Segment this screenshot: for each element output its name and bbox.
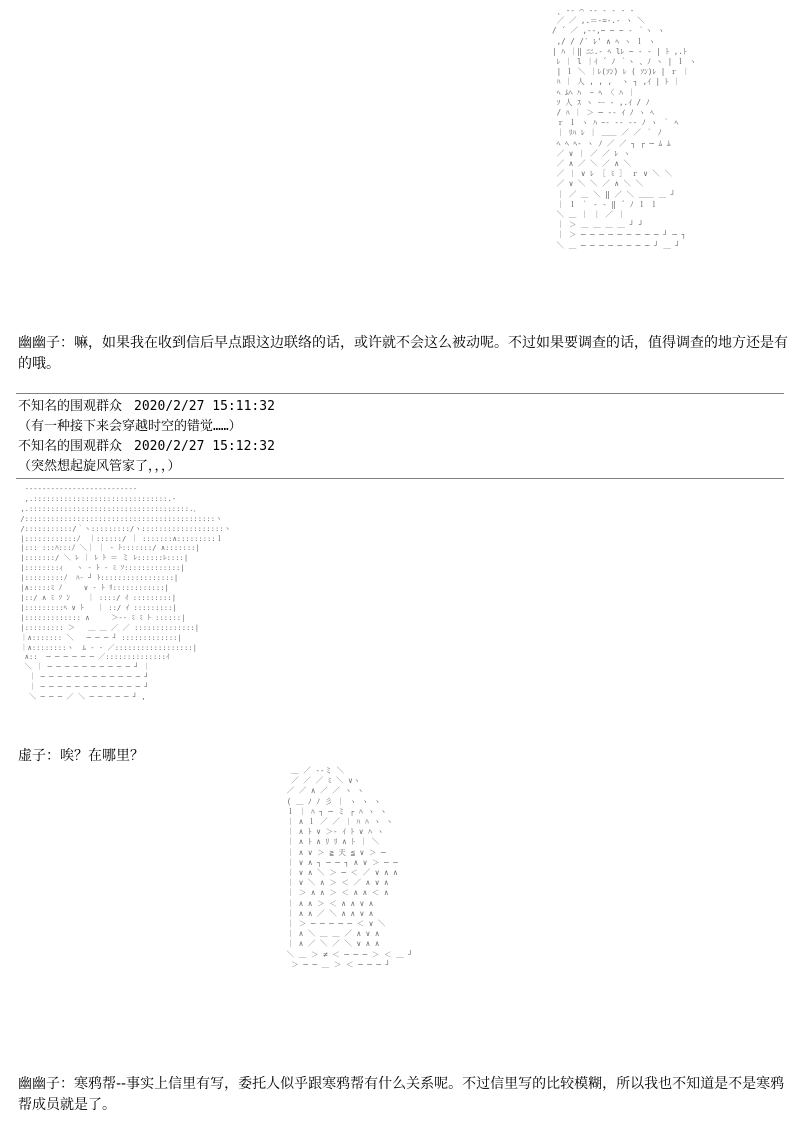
comment-header <box>18 437 275 457</box>
comment-text: （有一种接下来会穿越时空的错觉……） <box>18 419 242 434</box>
post-text-yuyuko-2: 幽幽子：寒鸦帮--事实上信里有写，委托人似乎跟寒鸦帮有什么关系呢。不过信里写的比较模糊，所以我也不知道是不是寒鸦帮成员就是了。 <box>18 1076 785 1113</box>
divider-bottom <box>16 478 784 479</box>
ascii-art-figure-left: ‐‐‐‐‐‐‐‐‐‐‐‐‐‐‐‐‐‐‐‐‐‐‐‐‐‐ ,.:::::::::::::::::::::::::::::::.‐ ,.:::::::::::::::::::::::::::::::::::::.､ /::::::::::::::::::::::::::::::::::::::::::::ヽ /:::::::::::/｀ヽ:::::::::/ヽ:::::::::::::::::::ヽ |::::::::::::ﾉ ｜::::::/ ｜ :::::::∧:::::::::ｌ |::: :::ﾊ:::ﾉ ＼｜ ｜ ‐ ﾄ:::::::/ ∧:::::::| |:::::::/ ＼ ﾚ ｜ ﾚ ﾄ ＝ ミ ﾚ::::::ﾚ::::| |::::::::ｨ ヽ ‐ ﾄ ‐ ﾐ ｿ:::::::::::::| |:::::::::ﾉ ﾊ‐ ┘ ﾄ:::::::::::::::::| |∧:::::ﾐ ﾉ ∨ ‐ ﾄ ﾘ::::::::::::| |::/ ∧ ﾐ ｿ ﾝ ｜ ::::/ ｲ :::::::::| |:::::::::ﾍ ∨ ﾄ ｜ ::/ ｲ :::::::::| |::::::::::::: ∧ ＞‐‐ ﾐ ﾐ ﾄ ::::::| |::::::::: ＞ ＿ ＿ ／ ／ ::::::::::::::| ｜∧::::::: ＼ ─ ─ ─ ┘ :::::::::::::| ｜∧::::::::ヽ ﾑ ‐ ‐ ／::::::::::::::::::| ∧:: ─ ─ ─ ─ ─ ─ ／::::::::::::::ｲ ＼ ｜ ─ ─ ─ ─ ─ ─ ─ ─ ─ ─ ┘ ｜ ｜ ─ ─ ─ ─ ─ ─ ─ ─ ─ ─ ─ ─ ┘ ｜ ─ ─ ─ ─ ─ ─ ─ ─ ─ ─ ─ ─ ┘ ＼ ─ ─ ─ ／ ＼ ─ ─ ─ ─ ─ ┘ , <box>20 484 231 702</box>
divider-top <box>16 393 784 394</box>
comment-author: 不知名的围观群众 <box>18 439 123 454</box>
post-text-yuyuko-1: 幽幽子：嘛，如果我在收到信后早点跟这边联络的话，或许就不会这么被动呢。不过如果要调查的话，值得调查的地方还是有的哦。 <box>18 335 788 372</box>
comment-text: （突然想起旋风管家了，，，） <box>18 459 181 474</box>
ascii-art-figure-center: ＿ ／ ‐‐ミ ＼ ／ ／ ／ ﾐ ＼ ∨ヽ ／ ／ ∧ ／ ／ ヽ ヽ ( ＿ ﾉ ﾉ 彡 ｜ ヽ ヽ ヽ ｌ ｜ ﾊ ┐ ─ ミ ┌ ﾊ ヽ ヽ ｜ ∧ ｌ ／ ／ ｜ ﾊ ﾊ ヽ ヽ ｜ ∧ ﾄ ∨ ＞‐ ｲ ﾄ ∨ ﾊ ヽ ｜ ∧ ﾄ ∧ ﾘ ﾘ ∧ ﾄ ｜ ＼ ｜ ∧ ∨ ＞ ≧ 天 ≦ ∨ ＞ ─ ｜ ∨ ∧ ┐ ─ ─ ┐ ∧ ∨ ＞ ─ ─ ｜ ∨ ∧ ＼ ＞ ─ ＜ ／ ∨ ∧ ∧ ｜ ∨ ＼ ∧ ＞ ＜ ／ ∧ ∨ ∧ ｜ ＞ ∧ ∧ ＞ ＜ ∧ ∧ ＜ ∧ ｜ ∧ ∧ ＞ ＜ ∧ ∧ ∨ ∧ ｜ ∧ ∧ ／ ＼ ∧ ∧ ∨ ∧ ｜ ＞ ─ ─ ─ ─ ─ ＜ ∨ ＼ ｜ ∧ ＼ ＿ ＿ ／ ∧ ∨ ∧ ｜ ∧ ／ ＼ ／ ＼ ∨ ∧ ∧ ＼ ＿ ＞ ≠ ＜ ─ ─ ─ ＞ ＜ ＿ ┘ ＞ ─ ─ ＿ ＞ ＜ ─ ─ ─ ┘ <box>286 766 413 969</box>
post-text-xuzi: 虚子：唉？在哪里？ <box>18 748 144 764</box>
comment-timestamp: 2020/2/27 15:12:32 <box>134 439 275 454</box>
ascii-art-figure-top-right: ˛ -‐ ⌒ ‐- ‐ ‐ ‐ ‐ ／ ／ ,.＝‐=‐.‐ ヽ ＼ / ´ ／ ,‐‐,~ ~ ~ ‐ ｀ヽ ヽ ,/ / /′ ﾚ' ∧ ﾍ ヽ ｌ ヽ | ﾊ ｜‖ ﾆﾆ.‐ ﾍ lﾚ ~ ‐ ‐ | ﾄ ,.ﾄ ﾚ ｜ l ｜ｲ ´ ﾉ ｀ヽ 、ﾉ ヽ | ｌ ヽ | ｌ ＼ ｜ﾚ(ｿﾝ) ﾚ ( ｿﾝ)ﾚ | ｒ ｜ ﾊ ｜ 人 , , , ヽ ┐ ,ｲ | ﾄ ｜ ﾍ ﾑﾍ ﾊ ｰ ﾍ 〈 ﾊ ｜ ｿ 人 ｽ ヽ ー ‐ ,.ｲ / ﾉ / ﾊ ｜ ＞ ─ ‐‐ ｲ ﾉ ヽ ﾍ ｒ ｌ ヽ ﾊ ｰ‐ ‐‐ ‐‐ ﾉ ヽ ｀ ﾍ ｜ ﾘﾊ ﾚ ｜ ＿＿ ／ ／ ｀ ﾉ ﾍ ﾍ ﾍ‐ ヽ ﾉ ／ ／ ┐ ┌ ─ ﾑ ﾑ ／ ∨ ｜ ／ ／ ﾚ ヽ ／ ∧ ／ ＼ ／ ∧ ＼ ／ ｜ ∨ ﾚ ［ ﾐ ］ ｒ ∨ ＼ ＼ ／ ∨ ＼ ＼ ／ ∧ ＼ ＼ ｜ ／ ＿ ＼ ‖ ／ ＼ ＿＿ ＿ ┘ ｜ ｌ ｀ ‐ ‐ ‖ ´ ﾉ ｌ ｌ ＼ ＿ ｜ ｜ ／ ｜ ｜ ＞ ＿ ＿ ＿ ＿ ┘ ┘ ｜ ＞ ─ ─ ─ ─ ─ ─ ─ ─ ─ ┘ ─ ┐ ＼ ＿ ─ ─ ─ ─ ─ ─ ─ ─ ┘ ＿ ┘ <box>552 6 697 250</box>
comment-author: 不知名的围观群众 <box>18 399 123 414</box>
comment-timestamp: 2020/2/27 15:11:32 <box>134 399 275 414</box>
comment-header <box>18 397 275 417</box>
